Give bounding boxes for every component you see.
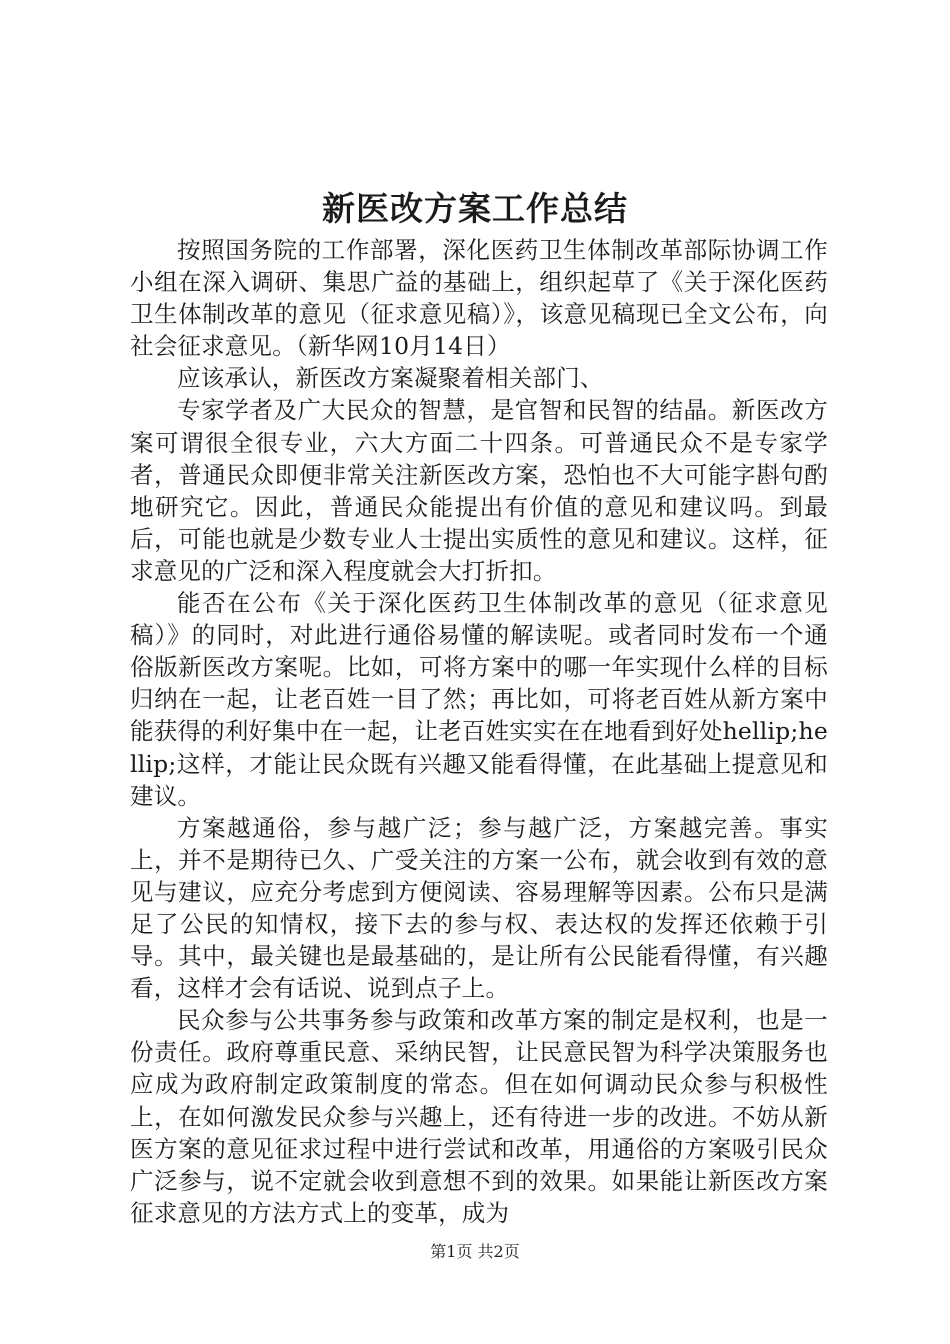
paragraph: 方案越通俗，参与越广泛；参与越广泛，方案越完善。事实上，并不是期待已久、广受关注的方案一公布，就会收到有效的意见与建议，应充分考虑到方便阅读、容易理解等因素。公布只是满足了公民的知情权，接下去的参与权、表达权的发挥还依赖于引导。其中，最关键也是最基础的，是让所有公民能看得懂，有兴趣看，这样才会有话说、说到点子上。 bbox=[130, 813, 828, 1003]
page-indicator: 第1页 共2页 bbox=[430, 1242, 520, 1261]
paragraph: 专家学者及广大民众的智慧，是官智和民智的结晶。新医改方案可谓很全很专业，六大方面二十四条。可普通民众不是专家学者，普通民众即便非常关注新医改方案，恐怕也不大可能字斟句酌地研究它。因此，普通民众能提出有价值的意见和建议吗。到最后，可能也就是少数专业人士提出实质性的意见和建议。这样，征求意见的广泛和深入程度就会大打折扣。 bbox=[130, 396, 828, 585]
paragraph: 能否在公布《关于深化医药卫生体制改革的意见（征求意见稿）》的同时，对此进行通俗易懂的解读呢。或者同时发布一个通俗版新医改方案呢。比如，可将方案中的哪一年实现什么样的目标归纳在一起，让老百姓一目了然；再比如，可将老百姓从新方案中能获得的利好集中在一起，让老百姓实实在在地看到好处hellip;hellip;这样，才能让民众既有兴趣又能看得懂，在此基础上提意见和建议。 bbox=[130, 589, 828, 810]
document-title: 新医改方案工作总结 bbox=[322, 189, 628, 228]
paragraph: 民众参与公共事务参与政策和改革方案的制定是权利，也是一份责任。政府尊重民意、采纳民智，让民意民智为科学决策服务也应成为政府制定政策制度的常态。但在如何调动民众参与积极性上，在如何激发民众参与兴趣上，还有待进一步的改进。不妨从新医方案的意见征求过程中进行尝试和改革，用通俗的方案吸引民众广泛参与，说不定就会收到意想不到的效果。如果能让新医改方案征求意见的方法方式上的变革，成为 bbox=[130, 1006, 828, 1227]
paragraph: 应该承认，新医改方案凝聚着相关部门、 bbox=[177, 364, 604, 393]
document-body bbox=[130, 234, 828, 1229]
paragraph: 按照国务院的工作部署，深化医药卫生体制改革部际协调工作小组在深入调研、集思广益的基础上，组织起草了《关于深化医药卫生体制改革的意见（征求意见稿）》，该意见稿现已全文公布，向社会征求意见。（新华网10月14日） bbox=[130, 236, 828, 361]
